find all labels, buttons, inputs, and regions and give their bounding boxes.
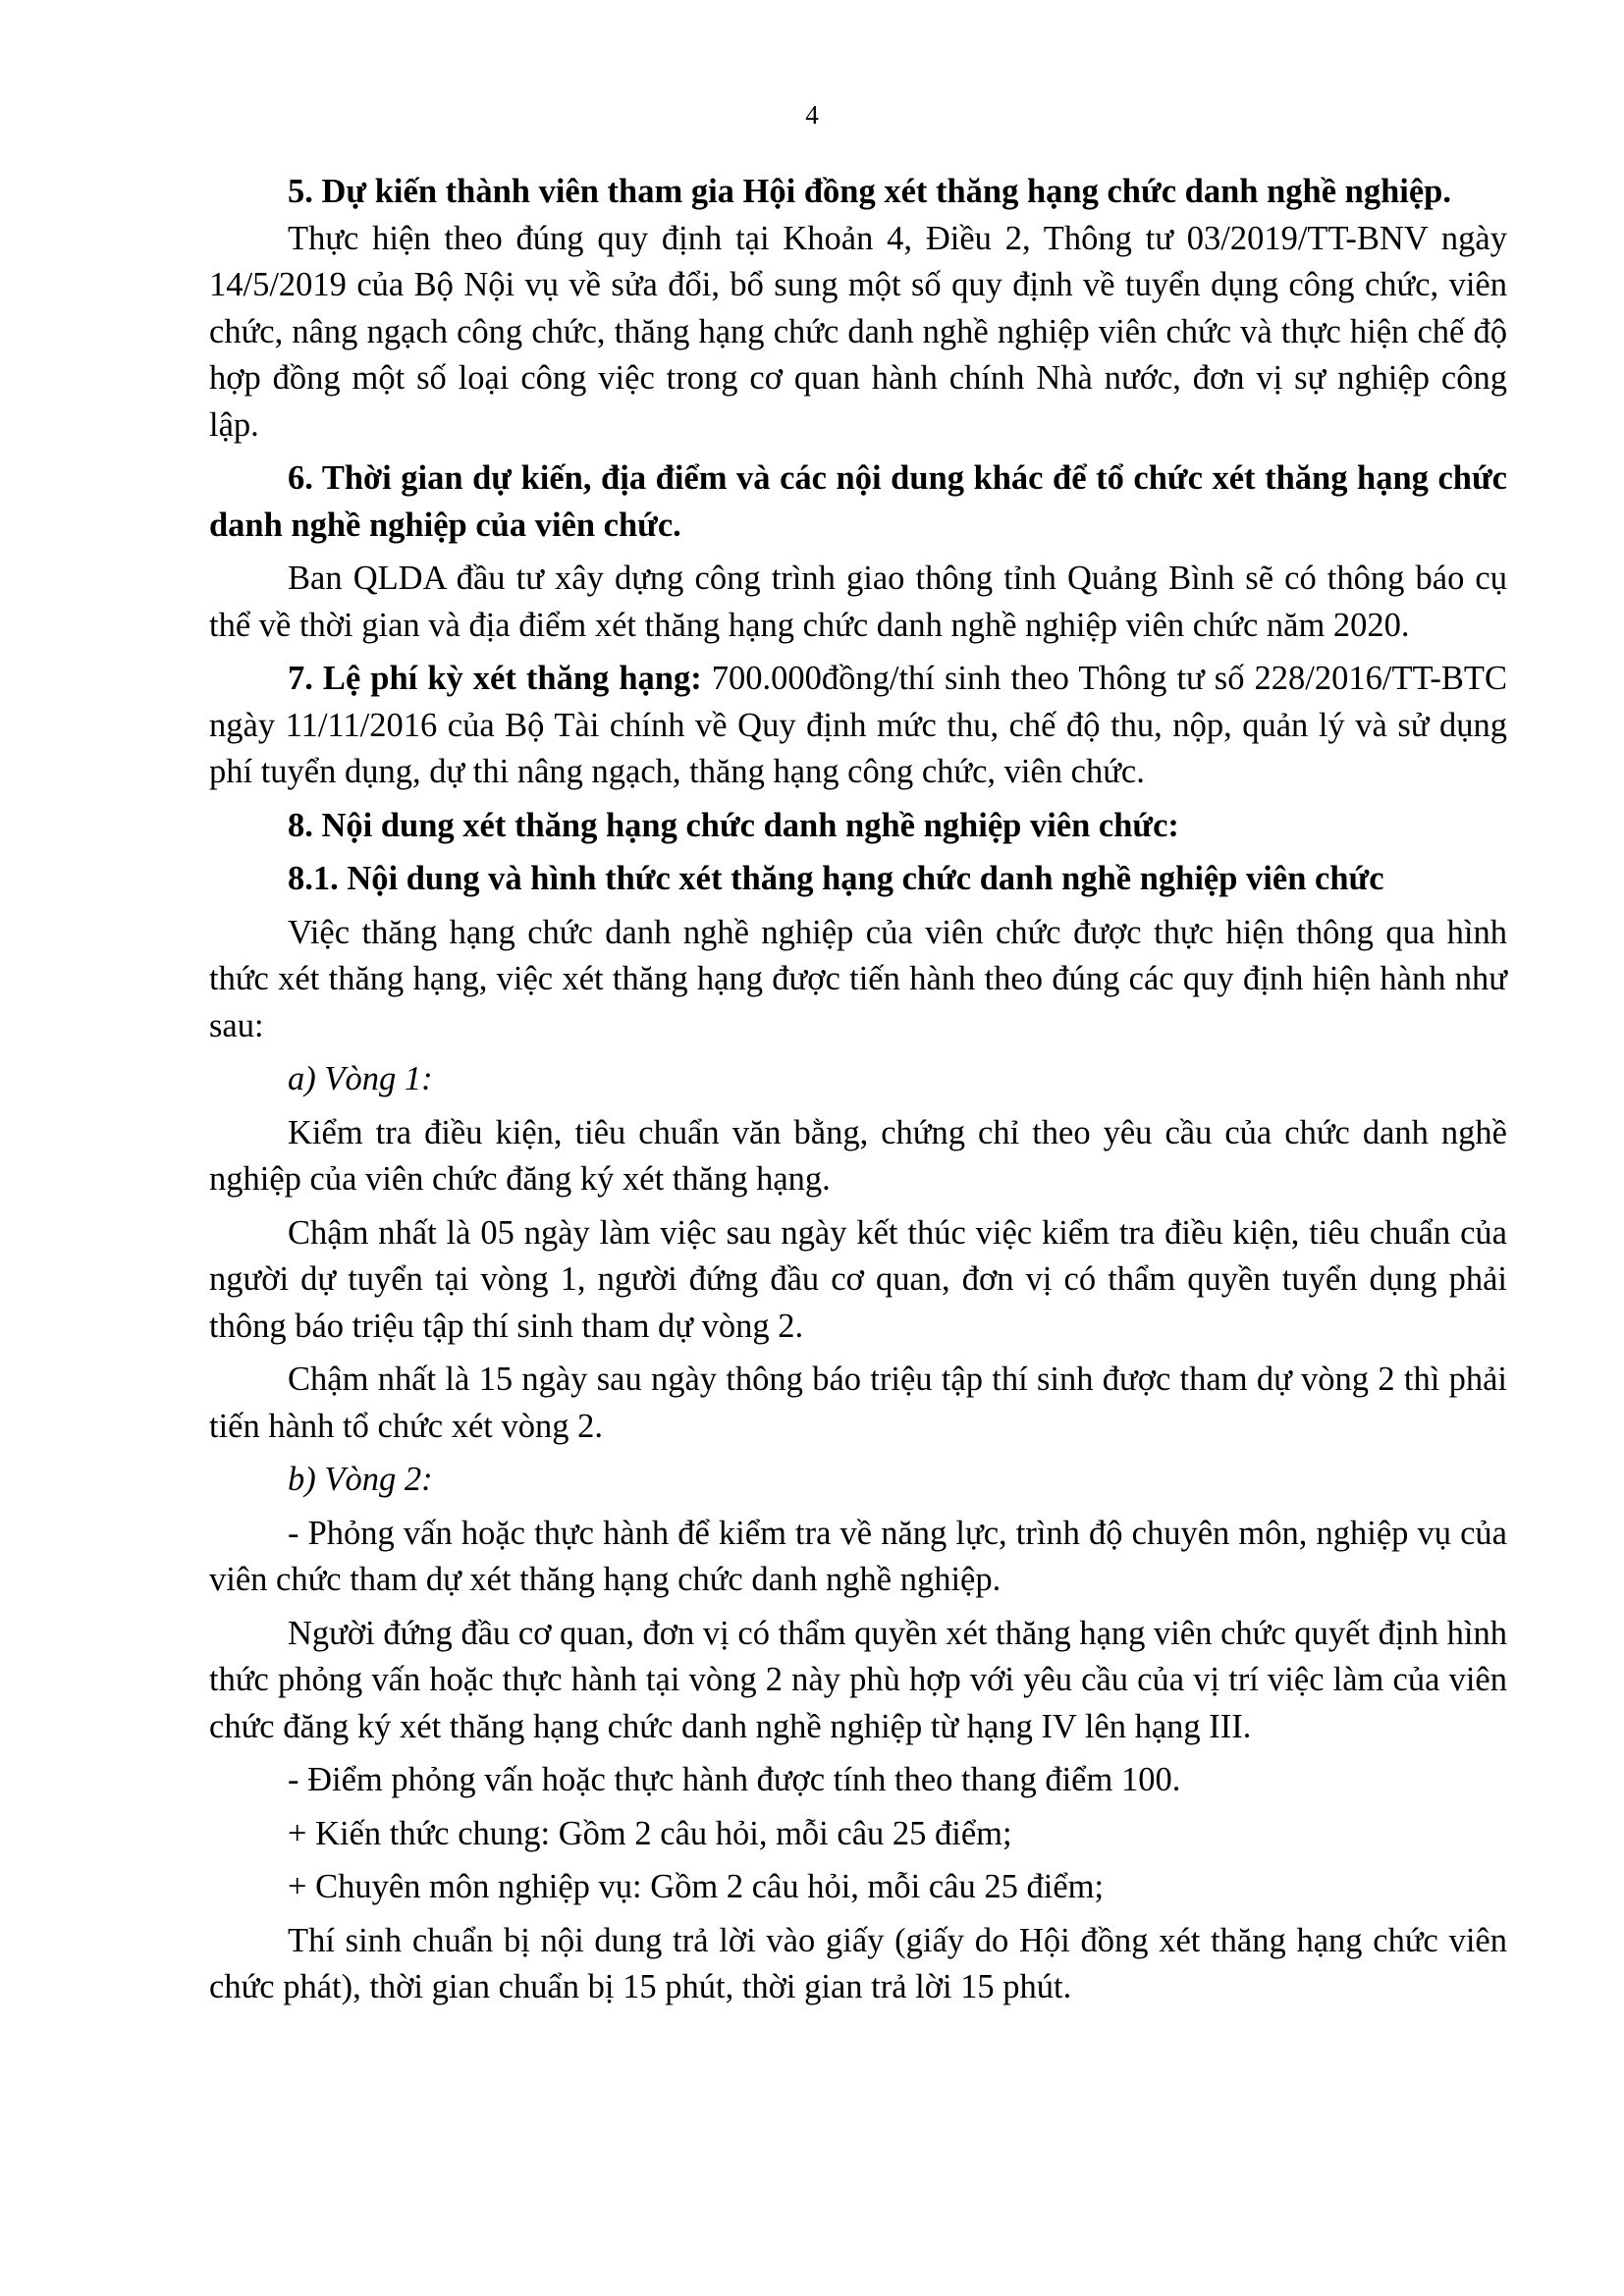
- round-1-paragraph-1: Kiểm tra điều kiện, tiêu chuẩn văn bằng, chứng chỉ theo yêu cầu của chức danh nghề nghiệp của viên chức đăng ký xét thăng hạng.: [209, 1113, 1507, 1198]
- section-5-body: Thực hiện theo đúng quy định tại Khoản 4, Điều 2, Thông tư 03/2019/TT-BNV ngày 14/5/2019 của Bộ Nội vụ về sửa đổi, bổ sung một số quy định về tuyển dụng công chức, viên chức, nâng ngạch công chức, thăng hạng chức danh nghề nghiệp viên chức và thực hiện chế độ hợp đồng một số loại công việc trong cơ quan hành chính Nhà nước, đơn vị sự nghiệp công lập.: [209, 219, 1507, 444]
- round-2-paragraph-1: - Phỏng vấn hoặc thực hành để kiểm tra về năng lực, trình độ chuyên môn, nghiệp vụ của viên chức tham dự xét thăng hạng chức danh nghề nghiệp.: [209, 1514, 1507, 1598]
- section-7-paragraph: [209, 656, 1507, 796]
- section-6-body: Ban QLDA đầu tư xây dựng công trình giao thông tỉnh Quảng Bình sẽ có thông báo cụ thể về thời gian và địa điểm xét thăng hạng chức danh nghề nghiệp viên chức năm 2020.: [209, 560, 1507, 644]
- section-6-heading: 6. Thời gian dự kiến, địa điểm và các nội dung khác để tổ chức xét thăng hạng chức danh nghề nghiệp của viên chức.: [209, 459, 1507, 544]
- page-number: 4: [805, 100, 819, 130]
- section-5-heading: 5. Dự kiến thành viên tham gia Hội đồng xét thăng hạng chức danh nghề nghiệp.: [288, 173, 1451, 210]
- round-1-label: a) Vòng 1:: [288, 1060, 433, 1097]
- round-2-label: b) Vòng 2:: [288, 1461, 433, 1498]
- section-7-body: 700.000đồng/thí sinh theo Thông tư số 228/2016/TT-BTC ngày 11/11/2016 của Bộ Tài chính về Quy định mức thu, chế độ thu, nộp, quản lý và sử dụng phí tuyển dụng, dự thi nâng ngạch, thăng hạng công chức, viên chức.: [209, 660, 1508, 790]
- round-2-paragraph-4: + Kiến thức chung: Gồm 2 câu hỏi, mỗi câu 25 điểm;: [288, 1814, 1012, 1852]
- round-2-paragraph-2: Người đứng đầu cơ quan, đơn vị có thẩm quyền xét thăng hạng viên chức quyết định hình thức phỏng vấn hoặc thực hành tại vòng 2 này phù hợp với yêu cầu của vị trí việc làm của viên chức đăng ký xét thăng hạng chức danh nghề nghiệp từ hạng IV lên hạng III.: [209, 1614, 1507, 1745]
- section-8-heading: 8. Nội dung xét thăng hạng chức danh nghề nghiệp viên chức:: [288, 806, 1179, 844]
- section-8-1-heading: 8.1. Nội dung và hình thức xét thăng hạng chức danh nghề nghiệp viên chức: [288, 860, 1384, 897]
- section-7-label: 7. Lệ phí kỳ xét thăng hạng:: [288, 660, 702, 697]
- section-8-1-intro: Việc thăng hạng chức danh nghề nghiệp của viên chức được thực hiện thông qua hình thức xét thăng hạng, việc xét thăng hạng được tiến hành theo đúng các quy định hiện hành như sau:: [209, 913, 1507, 1044]
- round-1-paragraph-3: Chậm nhất là 15 ngày sau ngày thông báo triệu tập thí sinh được tham dự vòng 2 thì phải tiến hành tổ chức xét vòng 2.: [209, 1361, 1507, 1445]
- round-2-paragraph-3: - Điểm phỏng vấn hoặc thực hành được tính theo thang điểm 100.: [288, 1761, 1181, 1798]
- round-2-paragraph-5: + Chuyên môn nghiệp vụ: Gồm 2 câu hỏi, mỗi câu 25 điểm;: [288, 1868, 1105, 1905]
- round-1-paragraph-2: Chậm nhất là 05 ngày làm việc sau ngày kết thúc việc kiểm tra điều kiện, tiêu chuẩn của người dự tuyển tại vòng 1, người đứng đầu cơ quan, đơn vị có thẩm quyền tuyển dụng phải thông báo triệu tập thí sinh tham dự vòng 2.: [209, 1213, 1507, 1345]
- document-body: [209, 169, 1507, 2018]
- round-2-paragraph-6: Thí sinh chuẩn bị nội dung trả lời vào giấy (giấy do Hội đồng xét thăng hạng chức viên chức phát), thời gian chuẩn bị 15 phút, thời gian trả lời 15 phút.: [209, 1921, 1507, 2005]
